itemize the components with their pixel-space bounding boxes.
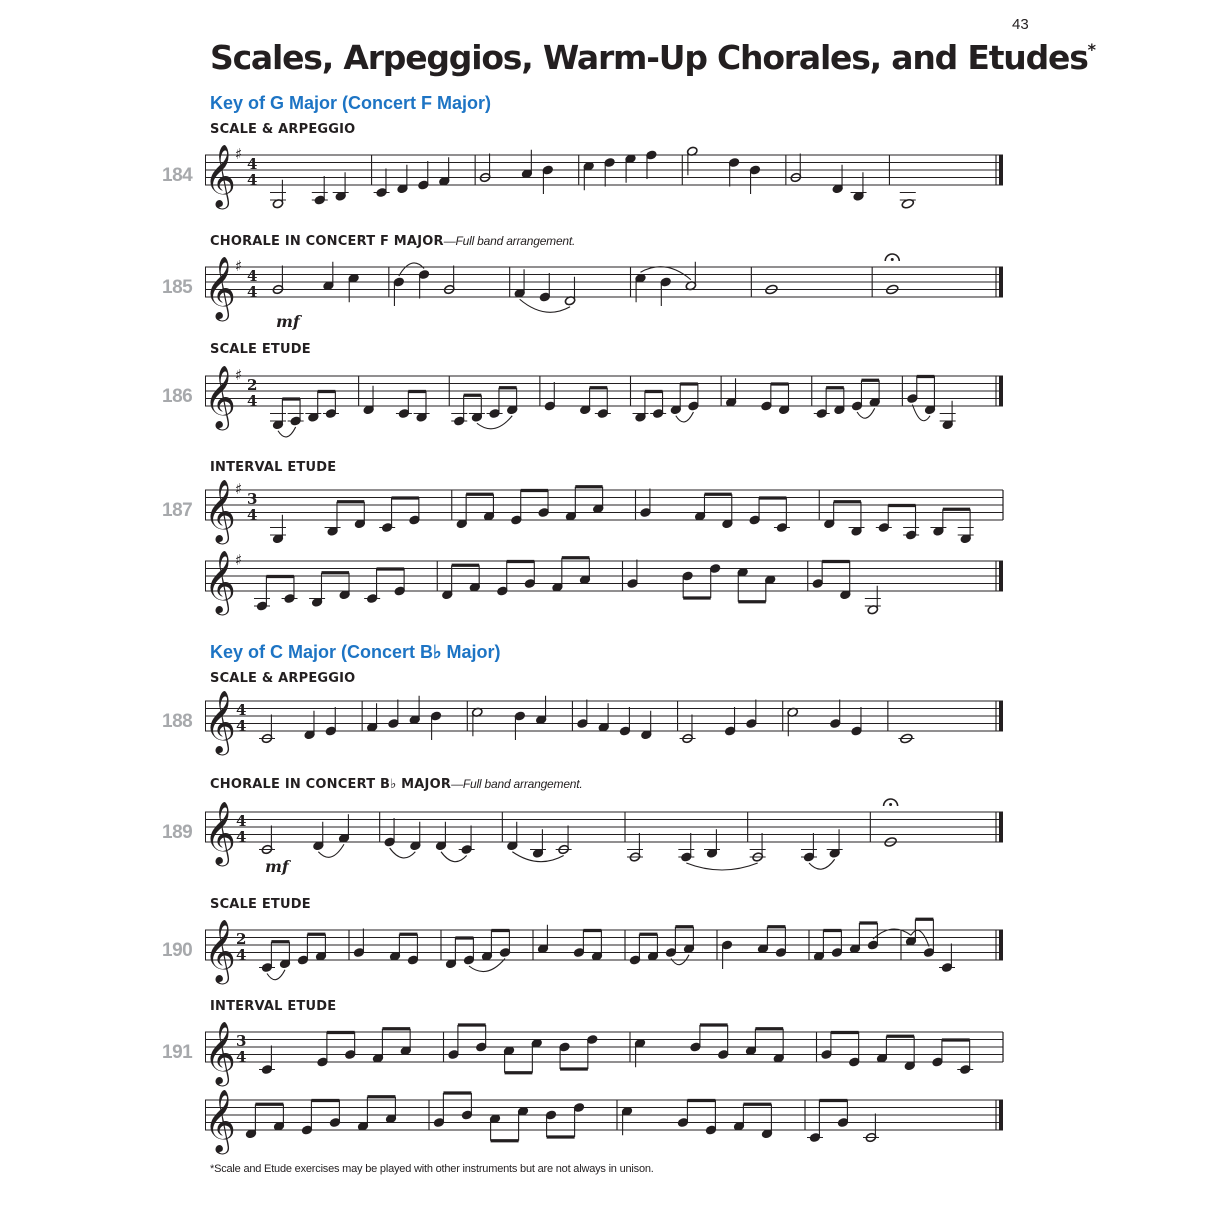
exercise-186-staff <box>205 356 1010 446</box>
slur <box>278 427 296 437</box>
exercise-191-title: INTERVAL ETUDE <box>210 999 337 1014</box>
key-signature-sharp: ♯ <box>235 257 243 275</box>
final-barline-thick <box>999 561 1003 591</box>
final-barline-thick <box>999 701 1003 731</box>
section-heading-c-major: Key of C Major (Concert B♭ Major) <box>210 642 501 662</box>
exercise-186-number: 186 <box>162 386 193 407</box>
page-title <box>210 38 1095 77</box>
final-barline-thick <box>999 812 1003 842</box>
time-signature-bottom: 4 <box>236 946 247 964</box>
treble-clef: 𝄞 <box>204 479 236 542</box>
time-signature-top: 3 <box>247 490 258 508</box>
exercise-187-title: INTERVAL ETUDE <box>210 460 337 475</box>
final-barline-thick <box>999 930 1003 960</box>
section-heading-g-major: Key of G Major (Concert F Major) <box>210 93 492 113</box>
exercise-188-title: SCALE & ARPEGGIO <box>210 671 356 686</box>
final-barline-thick <box>999 267 1003 297</box>
treble-clef: 𝄞 <box>204 1089 236 1152</box>
treble-clef: 𝄞 <box>204 256 236 319</box>
exercise-189-staff <box>205 792 1010 882</box>
slur <box>809 859 835 869</box>
slur <box>267 970 285 980</box>
slur <box>686 863 757 870</box>
time-signature-bottom: 4 <box>236 1048 247 1066</box>
dynamic-marking: mf <box>276 312 300 331</box>
exercise-184-number: 184 <box>162 165 193 186</box>
exercise-189-note: —Full band arrangement. <box>451 777 583 791</box>
exercise-190-staff <box>205 910 1010 1000</box>
time-signature-top: 4 <box>236 812 247 830</box>
time-signature-top: 4 <box>247 267 258 285</box>
slur <box>390 848 416 858</box>
time-signature-bottom: 4 <box>247 506 258 524</box>
final-barline-thick <box>999 376 1003 406</box>
time-signature-bottom: 4 <box>236 828 247 846</box>
exercise-184-staff <box>205 135 1010 225</box>
exercise-185-number: 185 <box>162 277 193 298</box>
exercise-190-number: 190 <box>162 940 193 961</box>
title-footnote-mark: * <box>1087 40 1095 59</box>
exercise-191-staff-line2 <box>205 1080 1010 1170</box>
exercise-185-title: CHORALE IN CONCERT F MAJOR—Full band arrangement. <box>210 234 576 249</box>
exercise-187-number: 187 <box>162 500 193 521</box>
slur <box>441 852 467 862</box>
page-number: 43 <box>1012 16 1029 33</box>
exercise-190-title: SCALE ETUDE <box>210 897 311 912</box>
slur <box>676 412 694 422</box>
time-signature-top: 4 <box>236 701 247 719</box>
treble-clef: 𝄞 <box>204 690 236 753</box>
exercise-185-note: —Full band arrangement. <box>443 234 576 248</box>
time-signature-bottom: 4 <box>247 171 258 189</box>
key-signature-sharp: ♯ <box>235 551 243 569</box>
final-barline-thick <box>999 1100 1003 1130</box>
treble-clef: 𝄞 <box>204 919 236 982</box>
treble-clef: 𝄞 <box>204 1021 236 1084</box>
exercise-185-staff <box>205 247 1010 337</box>
time-signature-bottom: 4 <box>247 283 258 301</box>
footnote: *Scale and Etude exercises may be played with other instruments but are not always in unison. <box>210 1163 654 1175</box>
exercise-189-title: CHORALE IN CONCERT B♭ MAJOR—Full band arrangement. <box>210 777 583 792</box>
time-signature-top: 2 <box>236 930 247 948</box>
key-signature-sharp: ♯ <box>235 145 243 163</box>
exercise-186-title: SCALE ETUDE <box>210 342 311 357</box>
dynamic-marking: mf <box>265 857 289 876</box>
final-barline-thick <box>999 155 1003 185</box>
fermata-dot <box>889 803 892 806</box>
time-signature-top: 4 <box>247 155 258 173</box>
time-signature-top: 2 <box>247 376 258 394</box>
time-signature-bottom: 4 <box>247 392 258 410</box>
slur <box>857 408 875 418</box>
exercise-184-title: SCALE & ARPEGGIO <box>210 122 356 137</box>
treble-clef: 𝄞 <box>204 801 236 864</box>
exercise-189-number: 189 <box>162 822 193 843</box>
fermata-dot <box>891 258 894 261</box>
page-title-text: Scales, Arpeggios, Warm-Up Chorales, and Etudes <box>210 38 1088 77</box>
exercise-188-number: 188 <box>162 711 193 732</box>
treble-clef: 𝄞 <box>204 144 236 207</box>
key-signature-sharp: ♯ <box>235 366 243 384</box>
treble-clef: 𝄞 <box>204 550 236 613</box>
exercise-188-staff <box>205 681 1010 771</box>
key-signature-sharp: ♯ <box>235 480 243 498</box>
time-signature-bottom: 4 <box>236 717 247 735</box>
exercise-191-number: 191 <box>162 1042 193 1063</box>
exercise-187-staff-line2 <box>205 541 1010 631</box>
treble-clef: 𝄞 <box>204 365 236 428</box>
time-signature-top: 3 <box>236 1032 247 1050</box>
